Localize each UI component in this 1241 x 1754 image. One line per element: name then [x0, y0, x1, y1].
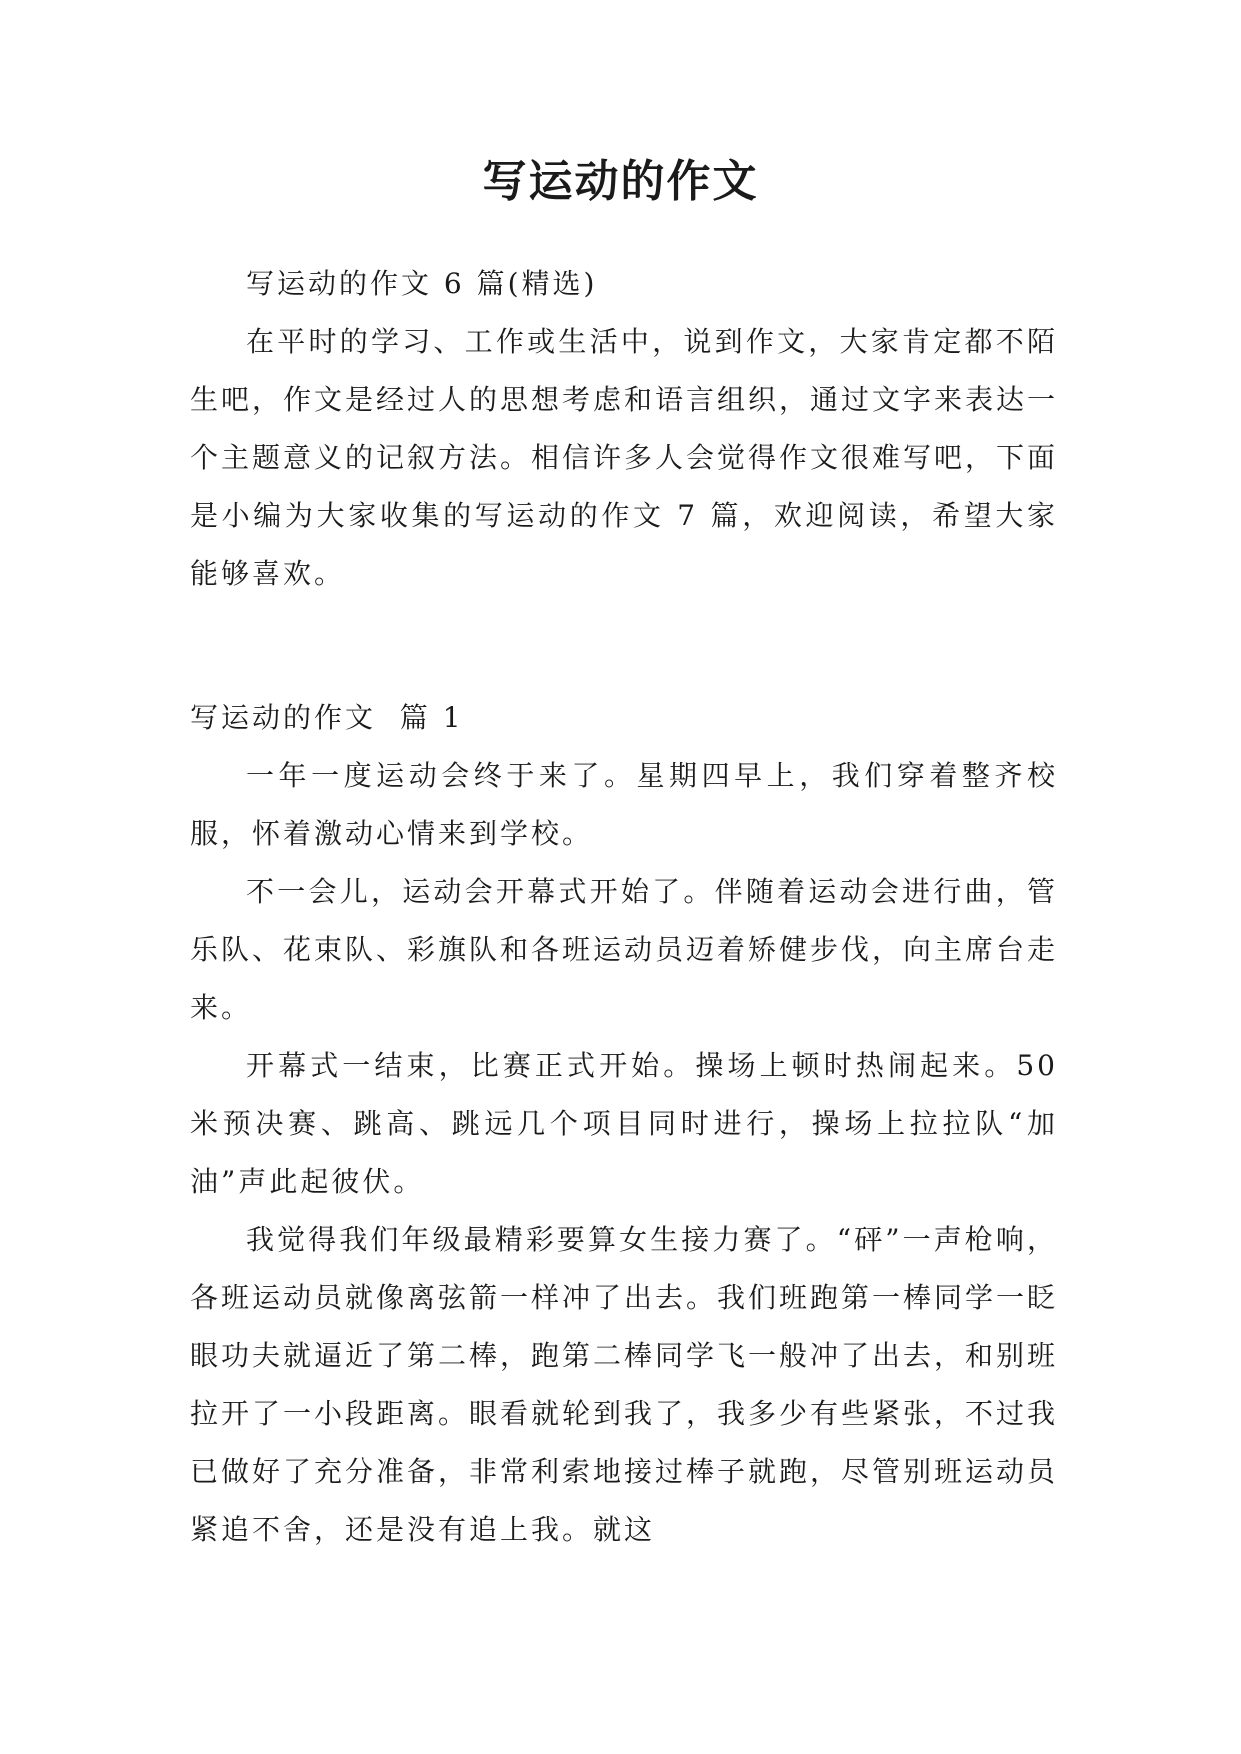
- essay-paragraph: 开幕式一结束，比赛正式开始。操场上顿时热闹起来。50 米预决赛、跳高、跳远几个项目同时进行，操场上拉拉队“加油”声此起彼伏。: [190, 1049, 1058, 1198]
- intro-subtitle: 写运动的作文 6 篇(精选): [246, 267, 598, 300]
- intro-section: [190, 255, 1058, 603]
- essay-section: [190, 689, 1058, 1559]
- intro-paragraph: 在平时的学习、工作或生活中，说到作文，大家肯定都不陌生吧，作文是经过人的思想考虑和语言组织，通过文字来表达一个主题意义的记叙方法。相信许多人会觉得作文很难写吧，下面是小编为大家收集的写运动的作文 7 篇，欢迎阅读，希望大家能够喜欢。: [190, 325, 1059, 590]
- essay-paragraph: 不一会儿，运动会开幕式开始了。伴随着运动会进行曲，管乐队、花束队、彩旗队和各班运动员迈着矫健步伐，向主席台走来。: [190, 875, 1059, 1024]
- essay-heading: 写运动的作文 篇 1: [190, 701, 464, 734]
- document-title: 写运动的作文: [482, 156, 759, 207]
- essay-paragraph: 一年一度运动会终于来了。星期四早上，我们穿着整齐校服，怀着激动心情来到学校。: [190, 759, 1058, 850]
- essay-paragraph: 我觉得我们年级最精彩要算女生接力赛了。“砰”一声枪响，各班运动员就像离弦箭一样冲了出去。我们班跑第一棒同学一眨眼功夫就逼近了第二棒，跑第二棒同学飞一般冲了出去，和别班拉开了一小段距离。眼看就轮到我了，我多少有些紧张，不过我已做好了充分准备，非常利索地接过棒子就跑，尽管别班运动员紧追不舍，还是没有追上我。就这: [190, 1223, 1059, 1546]
